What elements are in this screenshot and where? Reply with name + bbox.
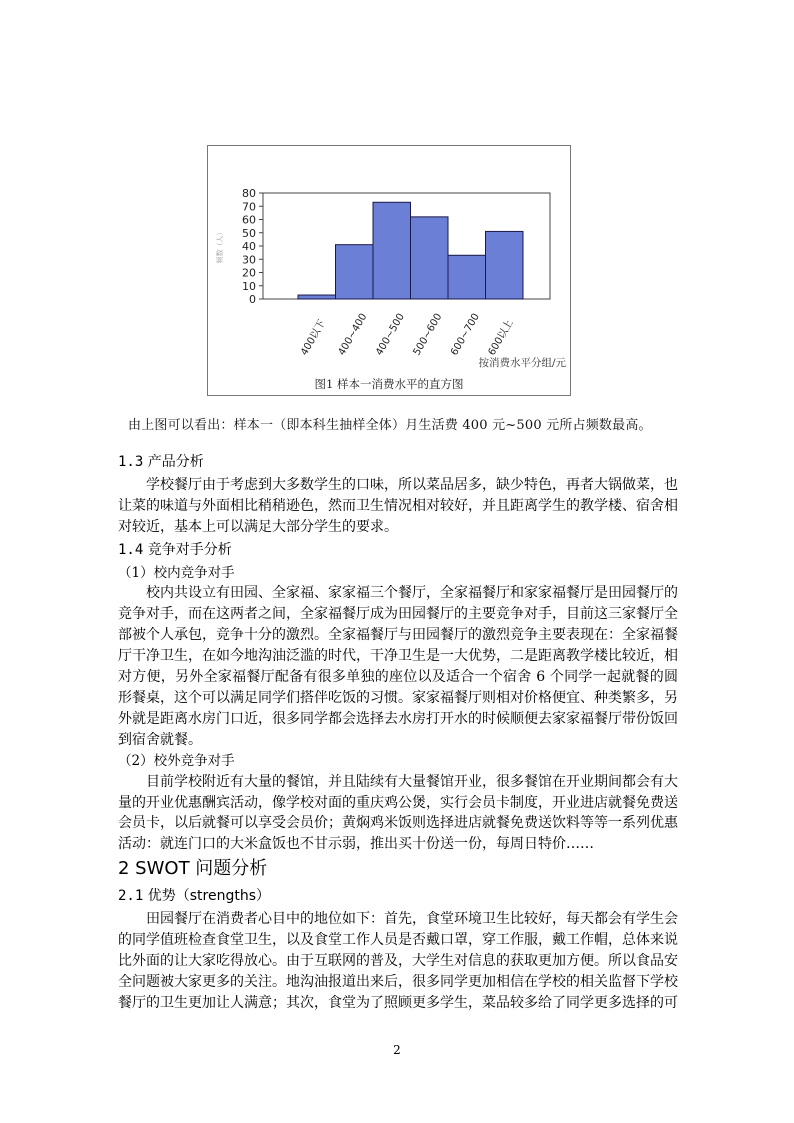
x-tick-label: 400~400 [336,311,370,358]
paragraph: 校内共设立有田园、全家福、家家福三个餐厅，全家福餐厅和家家福餐厅是田园餐厅的竞争对手，而在这两者之间，全家福餐厅成为田园餐厅的主要竞争对手，目前这三家餐厅全部被个人承包，竞争十分的激烈。全家福餐厅与田园餐厅的激烈竞争主要表现在：全家福餐厅干净卫生，在如今地沟油泛滥的时代，干净卫生是一大优势，二是距离教学楼比较近，相对方便，另外全家福餐厅配备有很多单独的座位以及适合一个宿舍 6 个同学一起就餐的圆形餐桌，这个可以满足同学们搭伴吃饭的习惯。家家福餐厅则相对价格便宜、种类繁多，另外就是距离水房门口近，很多同学都会选择去水房打开水的时候顺便去家家福餐厅带份饭回到宿舍就餐。 [118,585,678,748]
section-1-3-heading [118,452,678,473]
y-tick-label: 10 [242,279,256,293]
figure-note: 由上图可以看出：样本一（即本科生抽样全体）月生活费 400 元~500 元所占频数最高。 [128,418,652,433]
y-tick-label: 80 [242,187,256,200]
section-1-4-heading [118,540,678,561]
histogram-bar [298,295,336,299]
x-tick-label: 600以上 [486,318,516,358]
x-tick-label: 600~700 [449,311,482,358]
y-axis-label: 频数（人） [216,228,224,264]
y-tick-label: 30 [242,253,256,267]
x-tick-label: 400~500 [374,311,407,358]
x-axis-label: 按消费水平分组/元 [478,357,566,369]
section-title: 优势（strengths） [147,888,271,905]
x-tick-label: 400以下 [299,318,329,358]
subsection-heading: （1）校内竞争对手 [118,564,235,581]
histogram-figure [207,145,571,396]
y-tick-label: 20 [242,266,256,280]
section-title: 竞争对手分析 [147,541,232,558]
y-tick-label: 70 [242,200,256,214]
y-tick-label: 60 [242,213,256,227]
paragraph: 目前学校附近有大量的餐馆，并且陆续有大量餐馆开业，很多餐馆在开业期间都会有大量的开业优惠酬宾活动，像学校对面的重庆鸡公煲，实行会员卡制度，开业进店就餐免费送会员卡，以后就餐可以享受会员价；黄焖鸡米饭则选择进店就餐免费送饮料等等一系列优惠活动：就连门口的大米盒饭也不甘示弱，推出买十份送一份，每周日特价…… [118,773,678,853]
y-tick-label: 0 [249,293,256,306]
section-2-heading: 2 SWOT 问题分析 [118,858,268,880]
histogram-bar [336,245,374,299]
page-number: 2 [393,1043,401,1057]
paragraph: 学校餐厅由于考虑到大多数学生的口味，所以菜品居多，缺少特色，再者大锅做菜，也让菜的味道与外面相比稍稍逊色，然而卫生情况相对较好，并且距离学生的教学楼、宿舍相对较近，基本上可以满足大部分学生的要求。 [118,476,678,535]
body-content [118,450,678,1014]
histogram-bar [448,255,486,299]
section-2-1-heading [118,886,678,907]
histogram-bar [411,217,449,299]
histogram-bar [486,231,524,299]
histogram-chart [208,146,570,395]
histogram-bar [373,202,411,299]
figure-caption: 图1 样本一消费水平的直方图 [314,377,464,391]
paragraph: 田园餐厅在消费者心目中的地位如下：首先，食堂环境卫生比较好，每天都会有学生会的同学值班检查食堂卫生，以及食堂工作人员是否戴口罩，穿工作服，戴工作帽，总体来说比外面的让大家吃得放心。由于互联网的普及，大学生对信息的获取更加方便。所以食品安全问题被大家更多的关注。地沟油报道出来后，很多同学更加相信在学校的相关监督下学校餐厅的卫生更加让人满意；其次，食堂为了照顾更多学生，菜品较多给了同学更多选择的可 [118,911,678,1011]
y-tick-label: 50 [242,226,256,240]
section-title: 产品分析 [147,454,204,470]
y-tick-label: 40 [242,240,256,253]
x-tick-label: 500~600 [411,311,445,358]
subsection-heading: （2）校外竞争对手 [118,752,235,769]
section-number: 1.3 [118,454,144,470]
section-number: 1.4 [118,541,144,558]
section-number: 2.1 [118,888,144,905]
